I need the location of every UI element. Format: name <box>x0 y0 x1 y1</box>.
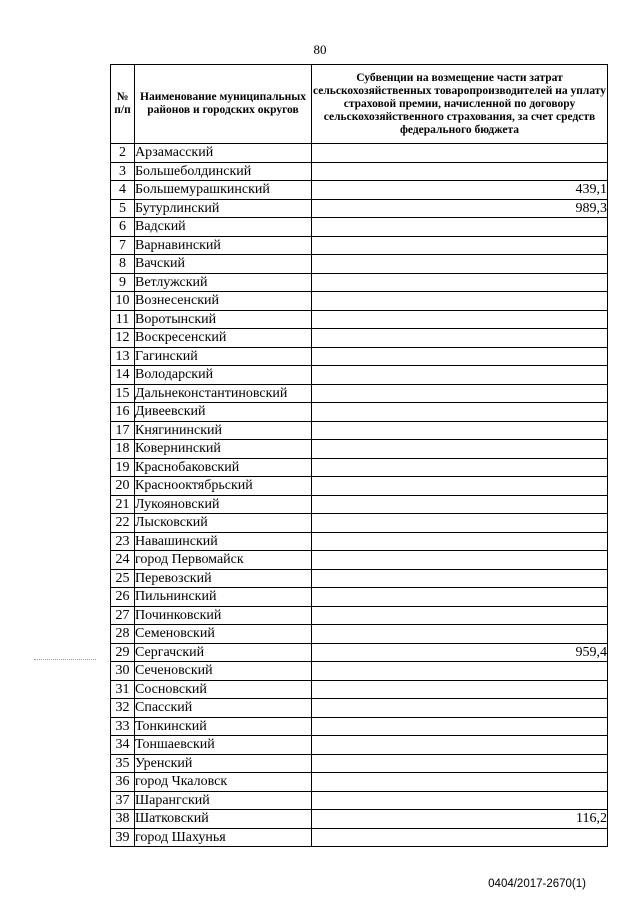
subsidy-value <box>312 310 608 329</box>
table-row <box>111 736 608 755</box>
table-row <box>111 625 608 644</box>
row-number: 28 <box>111 625 135 644</box>
header-subsidy: Субвенции на возмещение части затрат сельскохозяйственных товаропроизводителей на уплату страховой премии, начисленной по договору сельскохозяйственного страхования, за счет средств федерального бюджета <box>312 65 608 144</box>
table-row <box>111 255 608 274</box>
table-row <box>111 606 608 625</box>
district-name: Гагинский <box>135 347 312 366</box>
subsidy-value <box>312 477 608 496</box>
row-number: 21 <box>111 495 135 514</box>
district-name: Шарангский <box>135 791 312 810</box>
table-row <box>111 162 608 181</box>
subsidy-value <box>312 403 608 422</box>
row-number: 29 <box>111 643 135 662</box>
district-name: Шатковский <box>135 810 312 829</box>
district-name: город Чкаловск <box>135 773 312 792</box>
subsidy-value <box>312 384 608 403</box>
subsidy-value: 439,1 <box>312 181 608 200</box>
district-name: Арзамасский <box>135 144 312 163</box>
row-number: 31 <box>111 680 135 699</box>
header-number: № п/п <box>111 65 135 144</box>
table-row <box>111 218 608 237</box>
district-name: Вознесенский <box>135 292 312 311</box>
row-number: 9 <box>111 273 135 292</box>
subsidy-value <box>312 736 608 755</box>
table-row <box>111 310 608 329</box>
subsidy-value <box>312 773 608 792</box>
row-number: 33 <box>111 717 135 736</box>
subsidy-value <box>312 828 608 847</box>
district-name: Сосновский <box>135 680 312 699</box>
district-name: Тонкинский <box>135 717 312 736</box>
district-name: Тоншаевский <box>135 736 312 755</box>
table-row <box>111 421 608 440</box>
row-number: 11 <box>111 310 135 329</box>
page-number: 80 <box>313 42 327 57</box>
subsidy-value: 116,2 <box>312 810 608 829</box>
district-name: город Первомайск <box>135 551 312 570</box>
subsidy-value <box>312 218 608 237</box>
subsidy-value <box>312 255 608 274</box>
subsidy-value <box>312 421 608 440</box>
district-name: Варнавинский <box>135 236 312 255</box>
margin-mark <box>34 659 96 660</box>
row-number: 5 <box>111 199 135 218</box>
subsidy-value <box>312 347 608 366</box>
district-name: Перевозский <box>135 569 312 588</box>
subsidy-value <box>312 699 608 718</box>
subsidy-value <box>312 236 608 255</box>
row-number: 16 <box>111 403 135 422</box>
row-number: 15 <box>111 384 135 403</box>
district-name: Большеболдинский <box>135 162 312 181</box>
table-row <box>111 680 608 699</box>
row-number: 20 <box>111 477 135 496</box>
table-row <box>111 199 608 218</box>
row-number: 34 <box>111 736 135 755</box>
row-number: 14 <box>111 366 135 385</box>
district-name: Спасский <box>135 699 312 718</box>
district-name: Лысковский <box>135 514 312 533</box>
district-name: Починковский <box>135 606 312 625</box>
document-code: 0404/2017-2670(1) <box>488 878 586 890</box>
subsidy-value <box>312 292 608 311</box>
subsidy-value <box>312 440 608 459</box>
subsidy-value <box>312 791 608 810</box>
district-name: Краснооктябрьский <box>135 477 312 496</box>
district-name: Уренский <box>135 754 312 773</box>
table-row <box>111 458 608 477</box>
table-row <box>111 662 608 681</box>
district-name: Лукояновский <box>135 495 312 514</box>
row-number: 13 <box>111 347 135 366</box>
table-row <box>111 495 608 514</box>
subsidy-value <box>312 680 608 699</box>
subsidy-value: 989,3 <box>312 199 608 218</box>
row-number: 27 <box>111 606 135 625</box>
table-row <box>111 366 608 385</box>
subsidy-value <box>312 606 608 625</box>
table-row <box>111 791 608 810</box>
table-row <box>111 440 608 459</box>
subsidy-value <box>312 625 608 644</box>
district-name: Вадский <box>135 218 312 237</box>
table-row <box>111 236 608 255</box>
subsidy-value <box>312 144 608 163</box>
table-row <box>111 699 608 718</box>
subsidy-value <box>312 458 608 477</box>
row-number: 12 <box>111 329 135 348</box>
row-number: 17 <box>111 421 135 440</box>
row-number: 4 <box>111 181 135 200</box>
table-row <box>111 144 608 163</box>
table-row <box>111 181 608 200</box>
row-number: 3 <box>111 162 135 181</box>
table-row <box>111 292 608 311</box>
district-name: Сеченовский <box>135 662 312 681</box>
table-row <box>111 532 608 551</box>
table-header-row <box>111 65 608 144</box>
table-row <box>111 329 608 348</box>
table-row <box>111 773 608 792</box>
row-number: 39 <box>111 828 135 847</box>
table-row <box>111 588 608 607</box>
subsidy-value <box>312 717 608 736</box>
table-row <box>111 273 608 292</box>
district-name: Володарский <box>135 366 312 385</box>
subsidy-value <box>312 495 608 514</box>
row-number: 2 <box>111 144 135 163</box>
row-number: 24 <box>111 551 135 570</box>
table-row <box>111 810 608 829</box>
row-number: 25 <box>111 569 135 588</box>
subsidy-value <box>312 662 608 681</box>
row-number: 35 <box>111 754 135 773</box>
table-row <box>111 477 608 496</box>
table-row <box>111 828 608 847</box>
district-name: Княгининский <box>135 421 312 440</box>
row-number: 36 <box>111 773 135 792</box>
table-row <box>111 347 608 366</box>
subsidy-value <box>312 162 608 181</box>
table-body <box>111 144 608 847</box>
district-name: город Шахунья <box>135 828 312 847</box>
row-number: 38 <box>111 810 135 829</box>
district-name: Семеновский <box>135 625 312 644</box>
row-number: 7 <box>111 236 135 255</box>
subsidy-value <box>312 588 608 607</box>
table-row <box>111 551 608 570</box>
district-name: Ковернинский <box>135 440 312 459</box>
district-name: Краснобаковский <box>135 458 312 477</box>
subsidy-value <box>312 532 608 551</box>
row-number: 37 <box>111 791 135 810</box>
header-district-name: Наименование муниципальных районов и городских округов <box>135 65 312 144</box>
table-row <box>111 514 608 533</box>
district-name: Воротынский <box>135 310 312 329</box>
district-name: Бутурлинский <box>135 199 312 218</box>
table-row <box>111 717 608 736</box>
subsidy-value: 959,4 <box>312 643 608 662</box>
district-name: Пильнинский <box>135 588 312 607</box>
row-number: 8 <box>111 255 135 274</box>
row-number: 22 <box>111 514 135 533</box>
district-name: Навашинский <box>135 532 312 551</box>
row-number: 10 <box>111 292 135 311</box>
row-number: 6 <box>111 218 135 237</box>
table-row <box>111 754 608 773</box>
subsidy-table <box>110 64 608 847</box>
subsidy-value <box>312 366 608 385</box>
district-name: Вачский <box>135 255 312 274</box>
district-name: Дивеевский <box>135 403 312 422</box>
district-name: Большемурашкинский <box>135 181 312 200</box>
subsidy-value <box>312 273 608 292</box>
subsidy-value <box>312 514 608 533</box>
row-number: 32 <box>111 699 135 718</box>
row-number: 23 <box>111 532 135 551</box>
district-name: Воскресенский <box>135 329 312 348</box>
subsidy-value <box>312 551 608 570</box>
subsidy-value <box>312 754 608 773</box>
district-name: Сергачский <box>135 643 312 662</box>
table-row <box>111 569 608 588</box>
row-number: 30 <box>111 662 135 681</box>
table-row <box>111 384 608 403</box>
subsidy-value <box>312 569 608 588</box>
table-row <box>111 403 608 422</box>
district-name: Ветлужский <box>135 273 312 292</box>
district-name: Дальнеконстантиновский <box>135 384 312 403</box>
subsidy-value <box>312 329 608 348</box>
row-number: 18 <box>111 440 135 459</box>
row-number: 19 <box>111 458 135 477</box>
row-number: 26 <box>111 588 135 607</box>
table-row <box>111 643 608 662</box>
